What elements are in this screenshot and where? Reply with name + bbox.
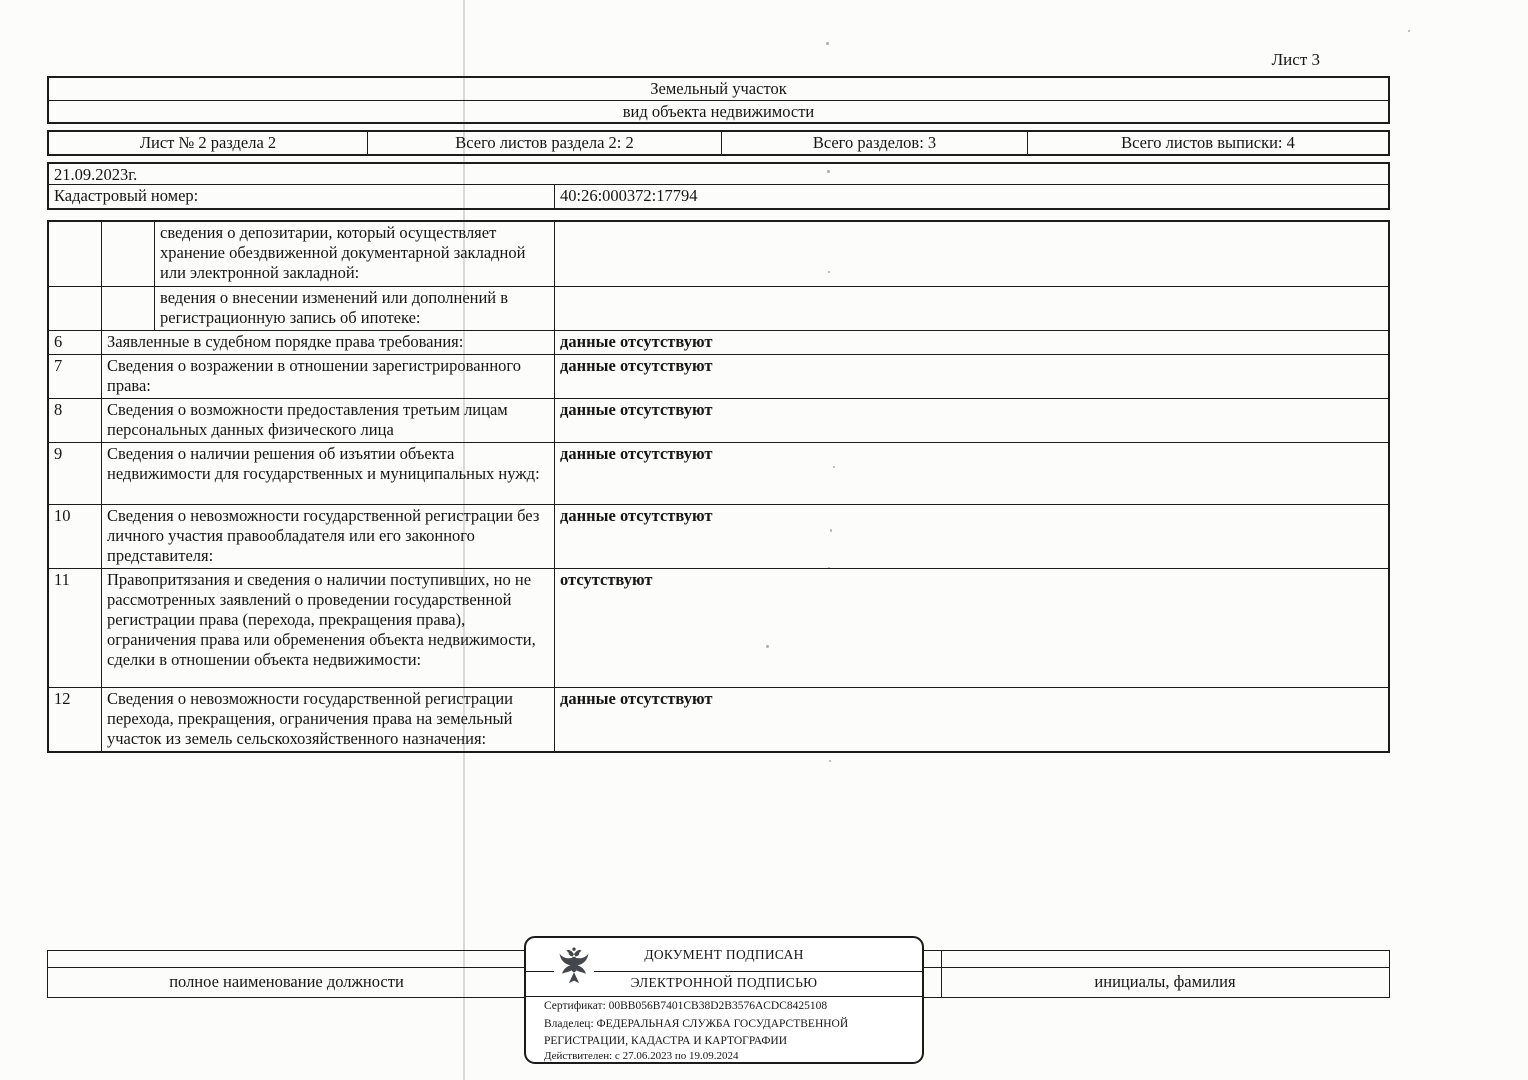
cadastral-row <box>49 185 1388 208</box>
stamp-validity: Действителен: с 27.06.2023 по 19.09.2024 <box>544 1050 739 1062</box>
row-label: сведения о депозитарии, который осуществляет хранение обездвиженной документарной закладной или электронной закладной: <box>155 222 555 286</box>
row-label: ведения о внесении изменений или дополнений в регистрационную запись об ипотеке: <box>155 287 555 330</box>
row-value: данные отсутствуют <box>560 332 713 351</box>
row-number <box>49 222 102 286</box>
table-row <box>49 504 1388 568</box>
details-table <box>47 220 1390 753</box>
row-number: 12 <box>49 688 102 751</box>
row-number: 11 <box>49 569 102 687</box>
row-subnumber <box>102 222 155 286</box>
cadastral-number-label: Кадастровый номер: <box>49 185 555 208</box>
stamp-divider <box>526 996 922 997</box>
coat-of-arms-icon <box>554 942 594 992</box>
position-title-label: полное наименование должности <box>169 972 404 991</box>
digital-signature-stamp <box>524 936 924 1064</box>
row-number <box>49 287 102 330</box>
row-subnumber <box>102 287 155 330</box>
cadastral-number-value: 40:26:000372:17794 <box>560 186 698 205</box>
table-row <box>49 330 1388 354</box>
scan-speck <box>829 760 831 762</box>
stamp-certificate: Сертификат: 00BB056B7401CB38D2B3576ACDC8425108 <box>544 1000 828 1012</box>
stamp-title-line2: ЭЛЕКТРОННОЙ ПОДПИСЬЮ <box>630 975 818 990</box>
sheet-number-label: Лист 3 <box>1271 50 1320 69</box>
stamp-title-line1: ДОКУМЕНТ ПОДПИСАН <box>644 947 804 962</box>
extract-date: 21.09.2023г. <box>49 164 1388 185</box>
row-label: Сведения о возможности предоставления третьим лицам персональных данных физического лица <box>102 399 555 442</box>
row-number: 6 <box>49 331 102 354</box>
stamp-owner: Владелец: ФЕДЕРАЛЬНАЯ СЛУЖБА ГОСУДАРСТВЕННОЙ РЕГИСТРАЦИИ, КАДАСТРА И КАРТОГРАФИИ <box>544 1018 849 1047</box>
total-sheets-section-cell: Всего листов раздела 2: 2 <box>367 132 721 154</box>
row-value: данные отсутствуют <box>560 444 713 463</box>
row-value: данные отсутствуют <box>560 356 713 375</box>
initials-surname-label: инициалы, фамилия <box>1094 972 1236 991</box>
row-value: данные отсутствуют <box>560 506 713 525</box>
table-row <box>49 286 1388 330</box>
object-type-value: Земельный участок <box>650 79 787 98</box>
date-cadastral-table <box>47 162 1390 210</box>
table-row <box>49 354 1388 398</box>
sheets-info-table <box>47 130 1390 156</box>
table-row <box>49 568 1388 687</box>
row-value: отсутствуют <box>560 570 653 589</box>
row-value <box>555 222 1388 286</box>
scan-speck <box>826 42 829 45</box>
row-label: Сведения о невозможности государственной регистрации без личного участия правообладателя или его законного представителя: <box>102 505 555 568</box>
table-row <box>49 687 1388 751</box>
row-value <box>555 287 1388 330</box>
row-label: Правопритязания и сведения о наличии поступивших, но не рассмотренных заявлений о проведении государственной регистрации права (перехода, прекращения права), ограничения права или обременения объекта недвижимости, сделки в отношении объекта недвижимости: <box>102 569 555 687</box>
row-label: Сведения о возражении в отношении зарегистрированного права: <box>102 355 555 398</box>
object-type-caption: вид объекта недвижимости <box>49 100 1388 122</box>
row-value: данные отсутствуют <box>560 689 713 708</box>
row-value: данные отсутствуют <box>560 400 713 419</box>
row-label: Заявленные в судебном порядке права требования: <box>102 331 555 354</box>
table-row <box>49 398 1388 442</box>
total-sheets-extract-cell: Всего листов выписки: 4 <box>1027 132 1388 154</box>
table-row <box>49 442 1388 504</box>
row-label: Сведения о невозможности государственной регистрации перехода, прекращения, ограничения права на земельный участок из земель сельскохозяйственного назначения: <box>102 688 555 751</box>
table-row <box>49 222 1388 286</box>
row-number: 8 <box>49 399 102 442</box>
scan-speck <box>1408 30 1410 32</box>
row-label: Сведения о наличии решения об изъятии объекта недвижимости для государственных и муниципальных нужд: <box>102 443 555 504</box>
sheet-section-cell: Лист № 2 раздела 2 <box>139 133 277 152</box>
object-type-table <box>47 76 1390 124</box>
row-number: 7 <box>49 355 102 398</box>
total-sections-cell: Всего разделов: 3 <box>721 132 1027 154</box>
row-number: 9 <box>49 443 102 504</box>
row-number: 10 <box>49 505 102 568</box>
